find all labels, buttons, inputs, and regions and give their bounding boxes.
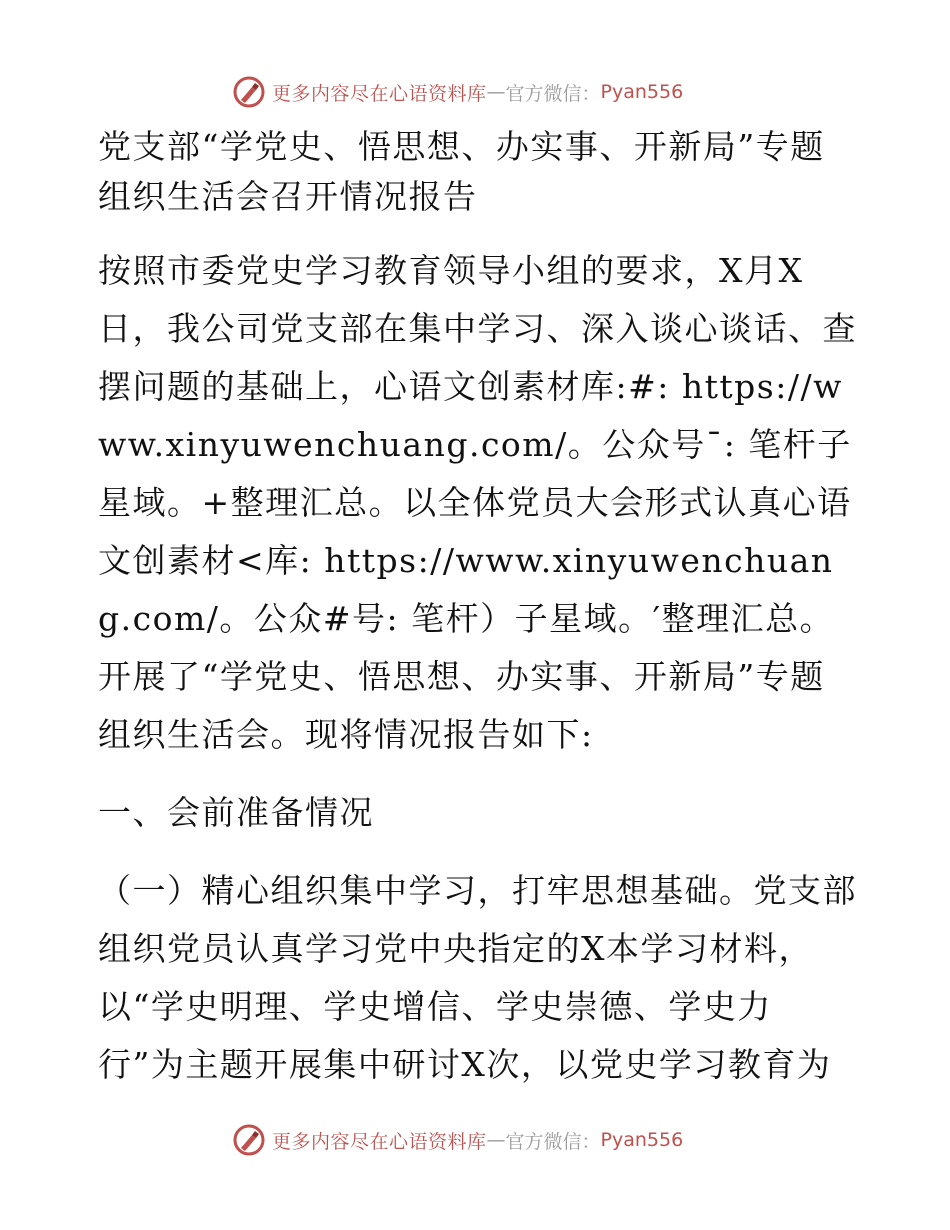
watermark-dash: — [486, 81, 506, 103]
watermark-wechat-id: Pyan556 [600, 81, 684, 103]
watermark-wechat-label: 官方微信： [505, 1130, 601, 1153]
document-title: 党支部“学党史、悟思想、办实事、开新局”专题组织生活会召开情况报告 [98, 127, 825, 216]
section-heading: 一、会前准备情况 [98, 793, 374, 832]
pen-logo-icon [232, 75, 266, 109]
subsection-paragraph: （一）精心组织集中学习，打牢思想基础。党支部组织党员认真学习党中央指定的X本学习材料，以“学史明理、学史增信、学史崇德、学史力行”为主题开展集中研讨X次，以党史学习教育为 [98, 871, 857, 1084]
watermark-text: 更多内容尽在心语资料库 [272, 1130, 487, 1153]
watermark-wechat-label: 官方微信： [505, 82, 601, 105]
pen-logo-icon [232, 1123, 266, 1157]
footer-watermark [232, 1122, 683, 1158]
watermark-wechat-id: Pyan556 [600, 1129, 684, 1151]
intro-paragraph: 按照市委党史学习教育领导小组的要求，X月X日，我公司党支部在集中学习、深入谈心谈话、查摆问题的基础上，心语文创素材库:#: https://www.xinyuwenchuang.com/。公众号¯: 笔杆子星域。+整理汇总。以全体党员大会形式认真心语文创素材<库: https://www.xinyuwenchuang.com/。公众#号: 笔杆）子星域。′整理汇总。开展了“学党史、悟思想、办实事、开新局”专题组织生活会。现将情况报告如下: [98, 251, 857, 754]
header-watermark [232, 74, 683, 110]
document-body [98, 122, 858, 1094]
watermark-text: 更多内容尽在心语资料库 [272, 82, 487, 105]
watermark-dash: — [486, 1129, 506, 1151]
